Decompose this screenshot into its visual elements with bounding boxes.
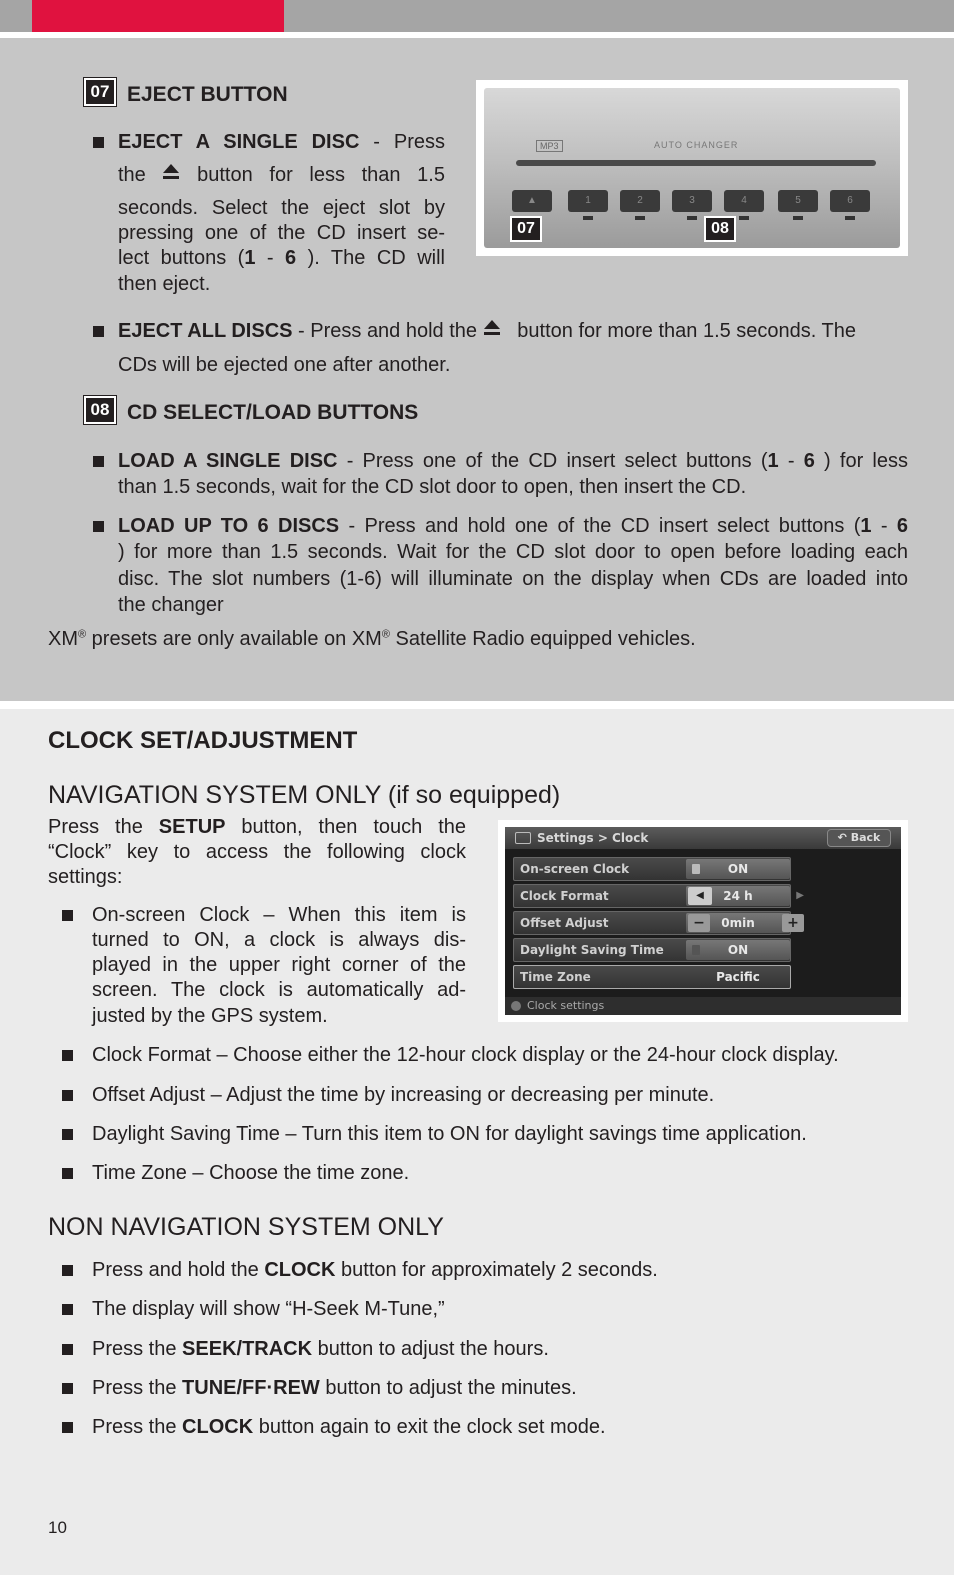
info-icon (511, 1001, 521, 1011)
onscreen-line4: screen. The clock is automatically ad- (92, 979, 466, 1001)
photo-indicator (845, 216, 855, 220)
nav-system-title: NAVIGATION SYSTEM ONLY (if so equipped) (48, 781, 561, 809)
arrow-right-icon: ▶ (796, 890, 804, 901)
nav-screen (505, 827, 901, 1015)
onscreen-line5: justed by the GPS system. (92, 1005, 328, 1027)
bullet-icon (62, 1344, 73, 1355)
onscreen-line2: turned to ON, a clock is always dis- (92, 929, 466, 951)
eject-single-line5: lect buttons (1 - 6 ). The CD will (118, 247, 445, 269)
load-six-line4: the changer (118, 594, 224, 616)
header-accent (32, 0, 284, 32)
photo-indicator (739, 216, 749, 220)
bullet-icon (62, 1050, 73, 1061)
bullet-icon (93, 326, 104, 337)
eject-heading: EJECT BUTTON (127, 83, 288, 106)
photo-eject-button: ▲ (512, 190, 552, 212)
photo-badge-07: 07 (510, 216, 542, 242)
non-nav-step-3: Press the SEEK/TRACK button to adjust the hours. (92, 1338, 549, 1360)
setting-row-time-zone: Time Zone Pacific (513, 965, 791, 989)
clock-intro-line2: “Clock” key to access the following clock (48, 841, 466, 863)
bullet-icon (62, 1304, 73, 1315)
settings-icon (515, 832, 531, 844)
setting-value: Pacific (716, 970, 760, 984)
load-six-line3: disc. The slot numbers (1-6) will illuminate on the display when CDs are loaded into (118, 568, 908, 590)
eject-icon (483, 320, 501, 338)
eject-all-line2: CDs will be ejected one after another. (118, 354, 451, 376)
setting-value: ◀ 24 h ▶ (686, 886, 790, 906)
cd-changer-faceplate (484, 88, 900, 248)
photo-cd-button-3: 3 (672, 190, 712, 212)
xm-note: XM® presets are only available on XM® Satellite Radio equipped vehicles. (48, 628, 696, 650)
clock-section-title: CLOCK SET/ADJUSTMENT (48, 727, 358, 754)
screen-title: Settings > Clock (537, 831, 649, 845)
page-number: 10 (48, 1518, 67, 1537)
setting-row-daylight-saving: Daylight Saving Time ON (513, 938, 791, 962)
clock-item-timezone: Time Zone – Choose the time zone. (92, 1162, 410, 1184)
non-nav-step-1: Press and hold the CLOCK button for approximately 2 seconds. (92, 1259, 658, 1281)
screen-back-button: ↶ Back (827, 829, 891, 847)
setting-value: ON (686, 940, 790, 960)
bullet-icon (62, 1265, 73, 1276)
non-nav-step-2: The display will show “H-Seek M-Tune,” (92, 1298, 445, 1320)
bullet-icon (62, 910, 73, 921)
load-six-line2: ) for more than 1.5 seconds. Wait for the CD slot door to open before loading each (118, 541, 908, 563)
minus-icon: − (688, 914, 710, 932)
indicator-icon (692, 945, 700, 955)
onscreen-line1: On-screen Clock – When this item is (92, 904, 466, 926)
screen-statusbar: Clock settings (505, 997, 901, 1015)
bullet-icon (62, 1129, 73, 1140)
photo-indicator (793, 216, 803, 220)
clock-intro-line1: Press the SETUP button, then touch the (48, 816, 467, 838)
load-six-line1: LOAD UP TO 6 DISCS - Press and hold one of the CD insert select buttons (1 - 6 (118, 515, 908, 537)
setting-row-offset-adjust: Offset Adjust − 0min + (513, 911, 791, 935)
clock-item-offset: Offset Adjust – Adjust the time by increasing or decreasing per minute. (92, 1084, 715, 1106)
section-divider (0, 701, 954, 709)
eject-single-line4: pressing one of the CD insert se- (118, 222, 445, 244)
nav-clock-screenshot (498, 820, 908, 1022)
eject-single-line3: seconds. Select the eject slot by (118, 197, 445, 219)
clock-item-format: Clock Format – Choose either the 12-hour clock display or the 24-hour clock display. (92, 1044, 839, 1066)
bullet-icon (93, 137, 104, 148)
eject-single-line1: EJECT A SINGLE DISC - Press (118, 131, 445, 153)
onscreen-line3: played in the upper right corner of the (92, 954, 466, 976)
bullet-icon (62, 1168, 73, 1179)
clock-intro-line3: settings: (48, 866, 123, 888)
non-nav-step-4: Press the TUNE/FF·REW button to adjust the minutes. (92, 1377, 577, 1399)
indicator-icon (692, 864, 700, 874)
setting-value: ON (686, 859, 790, 879)
photo-indicator (687, 216, 697, 220)
bullet-icon (93, 456, 104, 467)
eject-single-line6: then eject. (118, 273, 211, 295)
photo-cd-button-2: 2 (620, 190, 660, 212)
setting-value: − 0min + (686, 913, 790, 933)
non-nav-step-5: Press the CLOCK button again to exit the clock set mode. (92, 1416, 606, 1438)
non-nav-title: NON NAVIGATION SYSTEM ONLY (48, 1213, 444, 1241)
clock-item-daylight: Daylight Saving Time – Turn this item to ON for daylight savings time application. (92, 1123, 807, 1145)
eject-icon (162, 164, 180, 182)
photo-cd-button-1: 1 (568, 190, 608, 212)
setting-row-onscreen-clock: On-screen Clock ON (513, 857, 791, 881)
load-single-line2: than 1.5 seconds, wait for the CD slot door to open, then insert the CD. (118, 476, 747, 498)
bullet-icon (62, 1422, 73, 1433)
cd-slot (516, 160, 876, 166)
mp3-label: MP3 (536, 140, 563, 152)
arrow-left-icon: ◀ (688, 887, 712, 905)
cd-changer-photo (476, 80, 908, 256)
callout-badge-07: 07 (84, 78, 116, 106)
bullet-icon (93, 521, 104, 532)
plus-icon: + (782, 914, 804, 932)
setting-row-clock-format: Clock Format ◀ 24 h ▶ (513, 884, 791, 908)
photo-cd-button-5: 5 (778, 190, 818, 212)
header-bar (0, 0, 954, 32)
photo-cd-button-4: 4 (724, 190, 764, 212)
photo-badge-08: 08 (704, 216, 736, 242)
cd-select-heading: CD SELECT/LOAD BUTTONS (127, 401, 419, 424)
eject-all-line1: EJECT ALL DISCS - Press and hold the button for more than 1.5 seconds. The (118, 320, 857, 342)
bullet-icon (62, 1383, 73, 1394)
eject-single-line2: the button for less than 1.5 (118, 164, 445, 186)
photo-cd-button-6: 6 (830, 190, 870, 212)
callout-badge-08: 08 (84, 396, 116, 424)
photo-indicator (635, 216, 645, 220)
bullet-icon (62, 1090, 73, 1101)
load-single-line1: LOAD A SINGLE DISC - Press one of the CD insert select buttons (1 - 6 ) for less (118, 450, 908, 472)
photo-indicator (583, 216, 593, 220)
changer-label: AUTO CHANGER (654, 140, 739, 150)
